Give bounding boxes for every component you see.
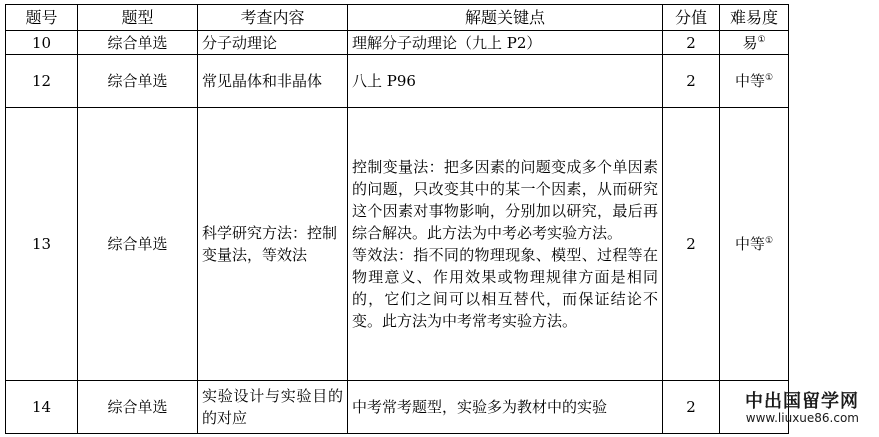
header-score: 分值 xyxy=(663,5,720,31)
question-no: 12 xyxy=(6,55,78,108)
site-watermark xyxy=(745,387,859,425)
table-row xyxy=(6,381,789,434)
header-content: 考查内容 xyxy=(198,5,348,31)
content-cell: 常见晶体和非晶体 xyxy=(198,55,348,108)
question-type: 综合单选 xyxy=(78,108,198,381)
header-question-no: 题号 xyxy=(6,5,78,31)
difficulty-text: 中等 xyxy=(734,235,765,253)
table-row xyxy=(6,108,789,381)
key-point-cell: 控制变量法：把多因素的问题变成多个单因素的问题，只改变其中的某一个因素，从而研究这个因素对事物影响，分别加以研究，最后再综合解决。此方法为中考必考实验方法。 等效法：指不同的物理现象、模型、过程等在物理意义、作用效果或物理规律方面是相同的，它们之间可以相互替代，而保证结论不变。此方法为中考常考实验方法。 xyxy=(348,108,663,381)
key-point-cell: 理解分子动理论（九上 P2） xyxy=(348,31,663,55)
question-type: 综合单选 xyxy=(78,381,198,434)
content-cell: 分子动理论 xyxy=(198,31,348,55)
question-no: 14 xyxy=(6,381,78,434)
footnote-mark: ① xyxy=(757,34,766,45)
difficulty-cell xyxy=(720,31,789,55)
key-point-cell: 中考常考题型，实验多为教材中的实验 xyxy=(348,381,663,434)
header-row xyxy=(6,5,789,31)
exam-analysis-table xyxy=(5,4,789,434)
score-cell: 2 xyxy=(663,381,720,434)
header-key-points: 解题关键点 xyxy=(348,5,663,31)
score-cell: 2 xyxy=(663,108,720,381)
difficulty-cell xyxy=(720,108,789,381)
content-cell: 科学研究方法：控制变量法，等效法 xyxy=(198,108,348,381)
question-no: 10 xyxy=(6,31,78,55)
watermark-url: www.liuxue86.com xyxy=(745,411,859,425)
difficulty-cell xyxy=(720,55,789,108)
score-cell: 2 xyxy=(663,31,720,55)
question-no: 13 xyxy=(6,108,78,381)
header-question-type: 题型 xyxy=(78,5,198,31)
key-point-cell: 八上 P96 xyxy=(348,55,663,108)
footnote-mark: ① xyxy=(764,236,774,246)
difficulty-text: 易 xyxy=(742,33,758,52)
header-difficulty: 难易度 xyxy=(720,5,789,31)
question-type: 综合单选 xyxy=(78,31,198,55)
watermark-text: 中出国留学网 xyxy=(745,391,859,412)
content-cell: 实验设计与实验目的的对应 xyxy=(198,381,348,434)
difficulty-text: 中等 xyxy=(734,72,765,90)
footnote-mark: ① xyxy=(764,73,774,83)
table-row xyxy=(6,55,789,108)
score-cell: 2 xyxy=(663,55,720,108)
question-type: 综合单选 xyxy=(78,55,198,108)
table-row xyxy=(6,31,789,55)
